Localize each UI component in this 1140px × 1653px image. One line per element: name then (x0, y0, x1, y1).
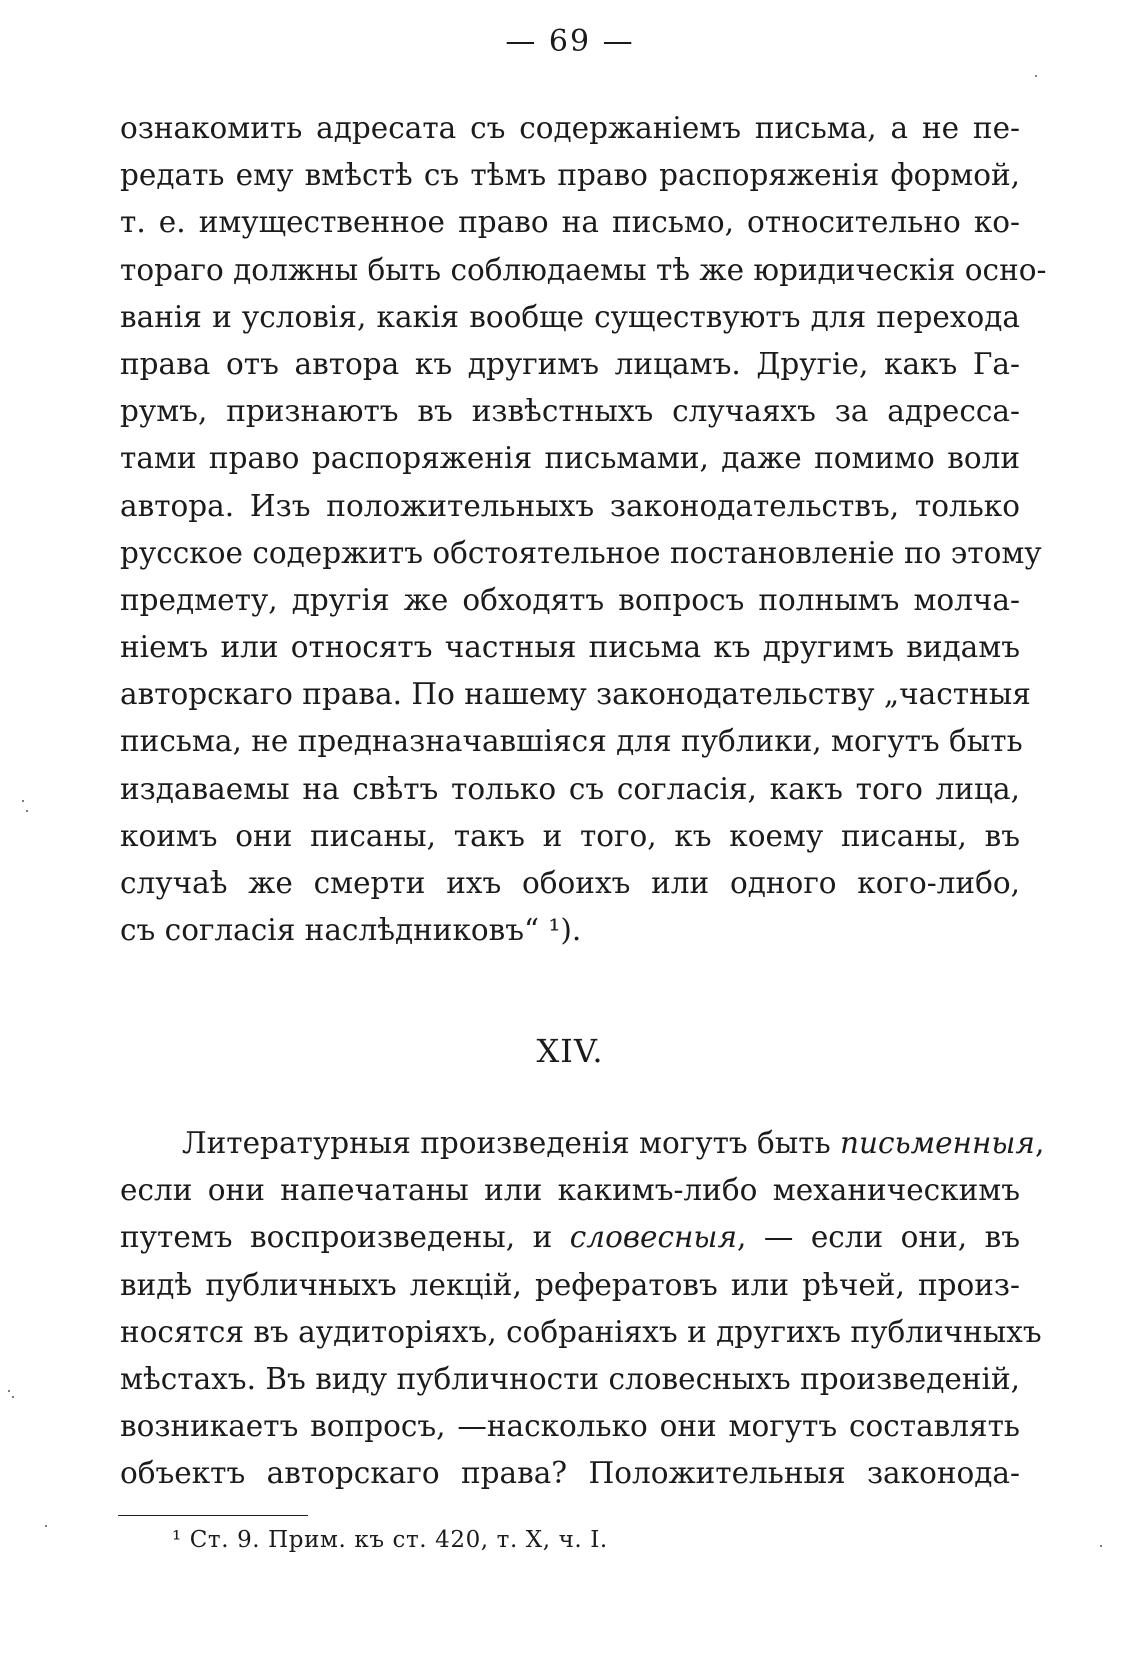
text-line: редать ему вмѣстѣ съ тѣмъ право распоряженія формой, (120, 158, 1020, 193)
text-line: съ согласія наслѣдниковъ“ ¹). (120, 913, 582, 948)
text-line: румъ, признаютъ въ извѣстныхъ случаяхъ за адресса- (120, 394, 1020, 429)
text-line: тораго должны быть соблюдаемы тѣ же юридическія осно- (120, 252, 1047, 287)
italic-term: словесныя (569, 1220, 737, 1255)
text-line: права отъ автора къ другимъ лицамъ. Другіе, какъ Га- (120, 346, 1020, 381)
text-line: случаѣ же смерти ихъ обоихъ или одного кого-либо, (120, 866, 1020, 900)
text-run: путемъ воспроизведены, и (120, 1220, 570, 1255)
text-line: ознакомить адресата съ содержаніемъ письма, а не пе- (120, 111, 1020, 145)
text-line: если они напечатаны или какимъ-либо механическимъ (120, 1173, 1020, 1208)
text-line: коимъ они писаны, такъ и того, къ коему писаны, въ (120, 818, 1020, 853)
text-line: тами право распоряженія письмами, даже помимо воли (120, 441, 1020, 476)
text-line: ванія и условія, какія вообще существуютъ для перехода (120, 299, 1020, 334)
footnote-divider (118, 1515, 308, 1516)
text-line: авторскаго права. По нашему законодательству „частныя (120, 677, 1031, 712)
section-heading: XIV. (536, 1032, 604, 1070)
text-line: автора. Изъ положительныхъ законодательствъ, только (120, 488, 1020, 523)
paragraph-section-xiv (120, 1120, 1045, 1498)
text-line: видѣ публичныхъ лекцій, рефератовъ или рѣчей, произ- (120, 1267, 1020, 1302)
text-line: предмету, другія же обходятъ вопросъ полнымъ молча- (120, 582, 1020, 617)
text-line: письма, не предназначавшіяся для публики, могутъ быть (120, 724, 1023, 759)
text-line: объектъ авторскаго права? Положительныя законода- (120, 1456, 1020, 1491)
text-line: мѣстахъ. Въ виду публичности словесныхъ произведеній, (120, 1361, 1020, 1396)
text-run: Литературныя произведенія могутъ быть (182, 1126, 841, 1160)
paragraph-continued (120, 105, 1047, 954)
footnote: ¹ Ст. 9. Прим. къ ст. 420, т. X, ч. I. (172, 1527, 608, 1553)
text-line: ніемъ или относятъ частныя письма къ другимъ видамъ (120, 630, 1020, 665)
text-line: носятся въ аудиторіяхъ, собраніяхъ и другихъ публичныхъ (120, 1314, 1042, 1349)
text-line: русское содержитъ обстоятельное постановленіе по этому (120, 535, 1042, 570)
italic-term: письменныя (840, 1126, 1035, 1160)
text-line (120, 1214, 1020, 1261)
text-run: , — если они, въ (736, 1220, 1020, 1255)
page-number: — 69 — (505, 24, 635, 59)
text-line (120, 1120, 1045, 1167)
text-line: издаваемы на свѣтъ только съ согласія, какъ того лица, (120, 771, 1020, 806)
text-line: возникаетъ вопросъ, —насколько они могутъ составлять (120, 1409, 1020, 1444)
text-run: , (1034, 1126, 1045, 1160)
text-line: т. е. имущественное право на письмо, относительно ко- (120, 205, 1020, 240)
